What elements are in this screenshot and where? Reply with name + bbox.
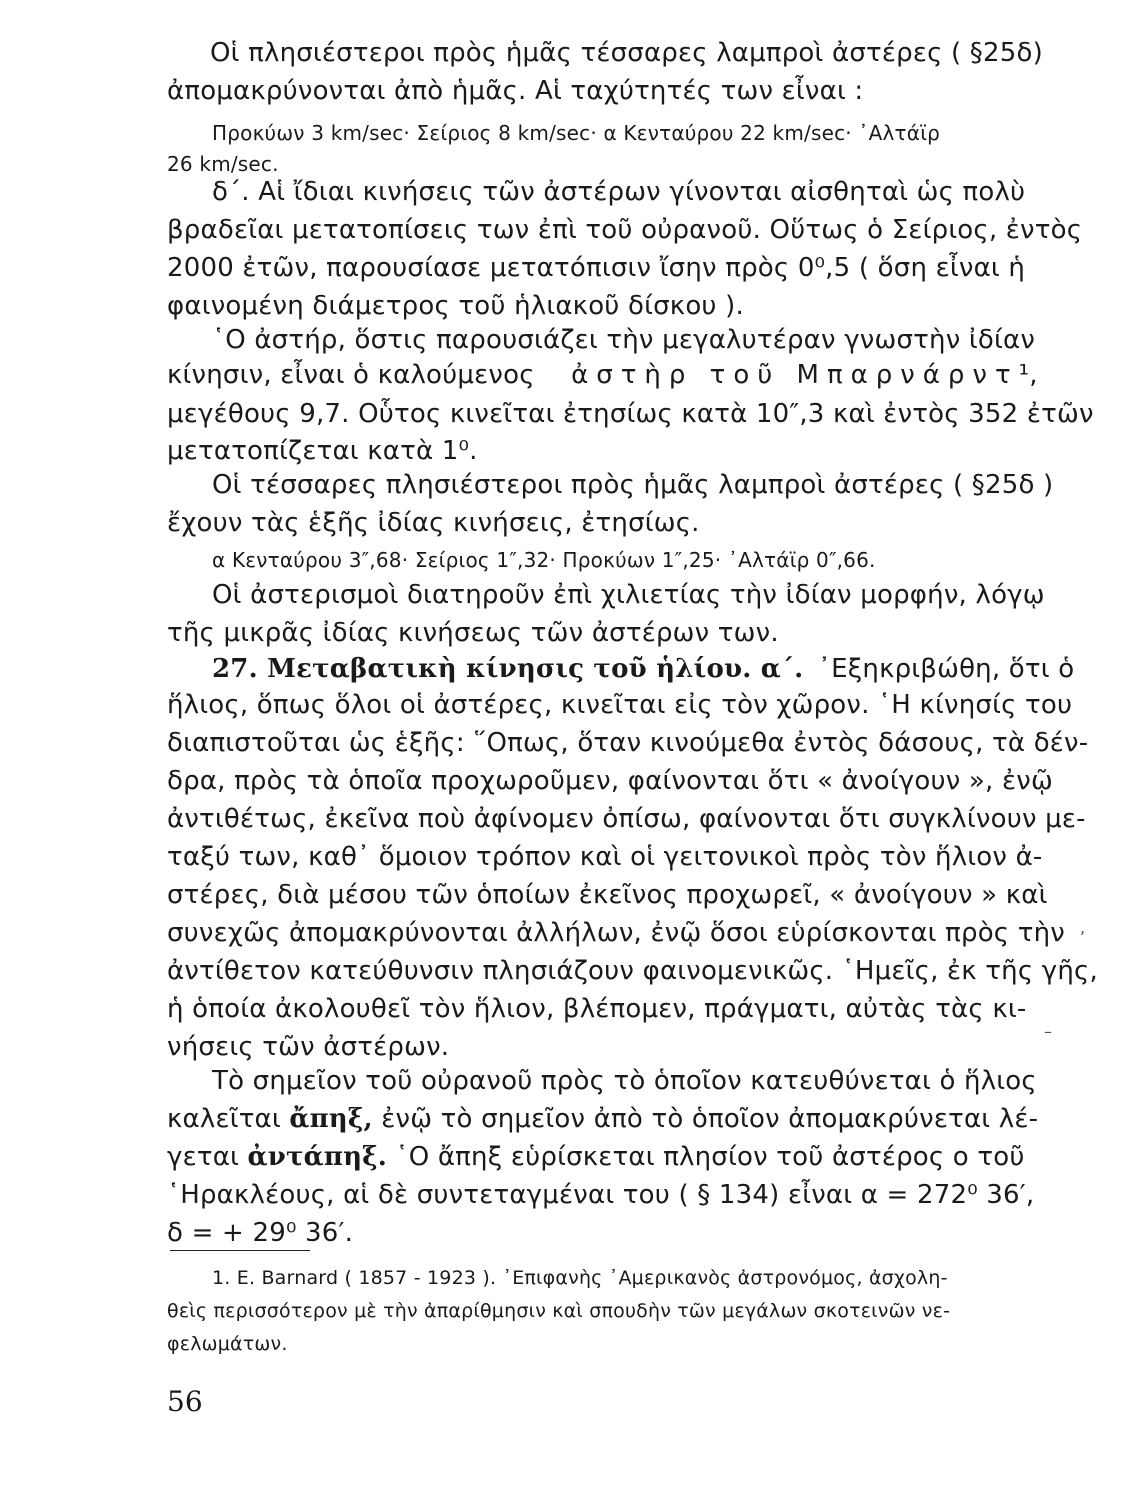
text-line: ἡ ὁποία ἀκολουθεῖ τὸν ἥλιον, βλέπομεν, πράγματι, αὐτὰς τὰς κι- <box>167 994 1027 1024</box>
text-line <box>167 360 1038 390</box>
text-line: δ΄. Αἱ ἴδιαι κινήσεις τῶν ἀστέρων γίνονται αἰσθηταὶ ὡς πολὺ <box>212 177 1026 207</box>
text-line: δρα, πρὸς τὰ ὁποῖα προχωροῦμεν, φαίνονται ὅτι « ἀνοίγουν », ἐνῷ <box>167 766 1053 796</box>
footnote-line: 1. E. Barnard ( 1857 - 1923 ). ᾿Επιφανὴς ᾿Αμερικανὸς ἀστρονόμος, ἀσχολη- <box>212 1267 948 1289</box>
text-line: μεγέθους 9,7. Οὗτος κινεῖται ἐτησίως κατὰ 10″,3 καὶ ἐντὸς 352 ἐτῶν <box>167 399 1094 429</box>
text-line: ῾Ηρακλέους, αἱ δὲ συντεταγμέναι του ( § 134) εἶναι α = 272⁰ 36′, <box>167 1180 1035 1210</box>
scan-speck: – <box>1044 1022 1052 1041</box>
footnote-rule <box>170 1250 310 1251</box>
text-line: Οἱ τέσσαρες πλησιέστεροι πρὸς ἡμᾶς λαμπροὶ ἀστέρες ( §25δ ) <box>212 470 1054 500</box>
text-line: ῾Ο ἀστήρ, ὅστις παρουσιάζει τὴν μεγαλυτέραν γνωστὴν ἰδίαν <box>212 325 1036 355</box>
footnote-ref: ¹, <box>1018 360 1038 390</box>
text-line: Τὸ σημεῖον τοῦ οὐρανοῦ πρὸς τὸ ὁποῖον κατευθύνεται ὁ ἥλιος <box>212 1066 1037 1096</box>
text-line: φαινομένη διάμετρος τοῦ ἡλιακοῦ δίσκου ). <box>167 291 744 321</box>
text-span: κίνησιν, εἶναι ὁ καλούμενος <box>167 360 535 390</box>
text-line: 26 km/sec. <box>167 152 279 176</box>
text-span: καλεῖται <box>167 1104 281 1134</box>
text-line: Οἱ ἀστερισμοὶ διατηροῦν ἐπὶ χιλιετίας τὴν ἰδίαν μορφήν, λόγῳ <box>212 580 1045 610</box>
text-line: νήσεις τῶν ἀστέρων. <box>167 1032 450 1062</box>
scan-speck: , <box>1080 918 1086 937</box>
footnote-line: φελωμάτων. <box>167 1333 288 1355</box>
text-line: ταξύ των, καθ᾿ ὅμοιον τρόπον καὶ οἱ γειτονικοὶ πρὸς τὸν ἥλιον ἀ- <box>167 842 1043 872</box>
text-line: α Κενταύρου 3″,68· Σείριος 1″,32· Προκύων 1″,25· ᾿Αλτάϊρ 0″,66. <box>212 548 876 572</box>
text-line: διαπιστοῦται ὡς ἑξῆς: ῞Οπως, ὅταν κινούμεθα ἐντὸς δάσους, τὰ δέν- <box>167 728 1089 758</box>
text-line: στέρες, διὰ μέσου τῶν ὁποίων ἐκεῖνος προχωρεῖ, « ἀνοίγουν » καὶ <box>167 880 1048 910</box>
text-line: βραδεῖαι μετατοπίσεις των ἐπὶ τοῦ οὐρανοῦ. Οὕτως ὁ Σείριος, ἐντὸς <box>167 215 1083 245</box>
text-line: ἔχουν τὰς ἑξῆς ἰδίας κινήσεις, ἐτησίως. <box>167 508 700 538</box>
text-span: γεται <box>167 1142 240 1172</box>
text-line: ἀντίθετον κατεύθυνσιν πλησιάζουν φαινομενικῶς. ῾Ημεῖς, ἐκ τῆς γῆς, <box>167 956 1098 986</box>
text-line: δ = + 29⁰ 36′. <box>167 1218 354 1248</box>
term-antapex: ἀντάπηξ. <box>247 1142 388 1172</box>
text-line: τῆς μικρᾶς ἰδίας κινήσεως τῶν ἀστέρων των. <box>167 618 779 648</box>
text-line: Προκύων 3 km/sec· Σείριος 8 km/sec· α Κενταύρου 22 km/sec· ᾿Αλτάϊρ <box>212 121 941 145</box>
text-line: 2000 ἐτῶν, παρουσίασε μετατόπισιν ἴσην πρὸς 0⁰,5 ( ὅση εἶναι ἡ <box>167 253 1026 283</box>
text-line <box>167 1104 1038 1134</box>
text-span: ᾿Εξηκριβώθη, ὅτι ὁ <box>817 654 1075 684</box>
section-heading: 27. Μεταβατικὴ κίνησις τοῦ ἡλίου. α΄. <box>212 654 804 684</box>
footnote-line: θεὶς περισσότερον μὲ τὴν ἀπαρίθμησιν καὶ σπουδὴν τῶν μεγάλων σκοτεινῶν νε- <box>167 1300 951 1322</box>
text-line: ἥλιος, ὅπως ὅλοι οἱ ἀστέρες, κινεῖται εἰς τὸν χῶρον. ῾Η κίνησίς του <box>167 690 1073 720</box>
text-line: Οἱ πλησιέστεροι πρὸς ἡμᾶς τέσσαρες λαμπροὶ ἀστέρες ( §25δ) <box>210 38 1043 68</box>
text-span: ῾Ο ἄπηξ εὑρίσκεται πλησίον τοῦ ἀστέρος ο τοῦ <box>395 1142 1025 1172</box>
text-line: ἀντιθέτως, ἐκεῖνα ποὺ ἀφίνομεν ὀπίσω, φαίνονται ὅτι συγκλίνουν με- <box>167 804 1086 834</box>
text-line: συνεχῶς ἀπομακρύνονται ἀλλήλων, ἐνῷ ὅσοι εὑρίσκονται πρὸς τὴν <box>167 918 1065 948</box>
page-number: 56 <box>167 1385 203 1418</box>
section-heading-line <box>212 654 1074 684</box>
spaced-name: ἀστὴρ τοῦ Μπαρνάρντ <box>571 360 1019 390</box>
text-line: μετατοπίζεται κατὰ 1⁰. <box>167 436 478 466</box>
text-line <box>167 1142 1025 1172</box>
text-span: ἐνῷ τὸ σημεῖον ἀπὸ τὸ ὁποῖον ἀπομακρύνεται λέ- <box>381 1104 1039 1134</box>
text-line: ἀπομακρύνονται ἀπὸ ἡμᾶς. Αἱ ταχύτητές των εἶναι : <box>167 76 864 106</box>
term-apex: ἄπηξ, <box>289 1104 373 1134</box>
